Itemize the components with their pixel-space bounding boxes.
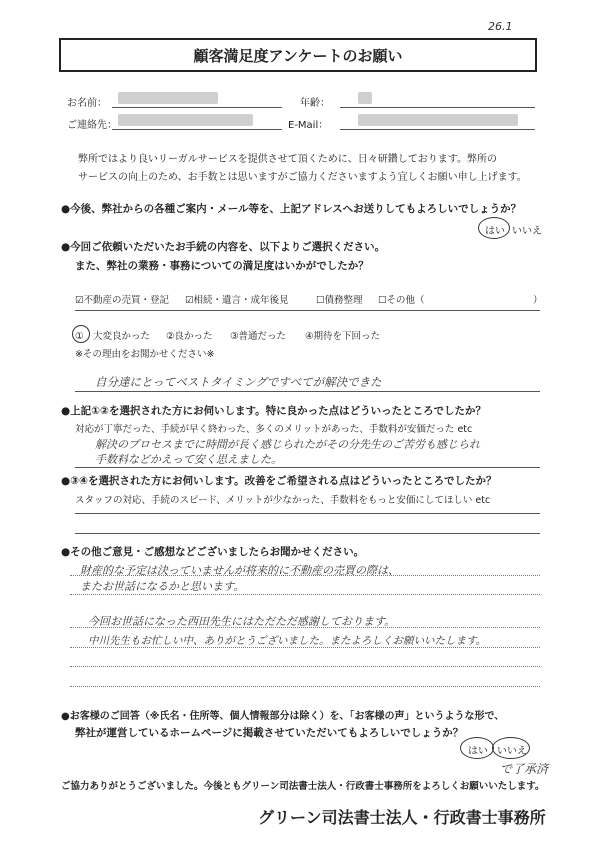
option-debt[interactable]: ☐債務整理 — [316, 295, 363, 306]
intro-line-1: 弊所ではより良いリーガルサービスを提供させて頂くために、日々研鑽しております。弊所の — [78, 154, 497, 165]
rating-very-good[interactable]: ① 大変良かった — [75, 331, 151, 342]
q6-yes[interactable]: はい — [468, 746, 488, 757]
comments-answer-4: 中川先生もお忙しい中、ありがとうございました。またよろしくお願いいたします。 — [88, 635, 487, 647]
option-real-estate[interactable]: ☑不動産の売買・登記 — [75, 295, 170, 306]
q6-no-circle — [492, 737, 530, 759]
question-email-consent: ●今後、弊社からの各種ご案内・メール等を、上記アドレスへお送りしてもよろしいでしょうか？ — [61, 203, 522, 215]
age-label: 年齢： — [300, 98, 330, 109]
footer-firm-name: グリーン司法書士法人・行政書士事務所 — [258, 808, 546, 827]
good-points-examples: 対応が丁寧だった、手続が早く終わった、多くのメリットがあった、手数料が安価だった etc — [75, 424, 473, 435]
q6-yes-circle — [460, 737, 494, 759]
option-inheritance[interactable]: ☑相続・遺言・成年後見 — [185, 295, 289, 306]
date-note: 26.1 — [488, 20, 513, 33]
question-publish-line-1: ●お客様のご回答（※氏名・住所等、個人情報部分は除く）を、「お客様の声」というような形で、 — [61, 711, 505, 722]
rating-good[interactable]: ②良かった — [166, 331, 213, 342]
intro-line-2: サービスの向上のため、お手数とは思いますがご協力くださいますよう宜しくお願い申し上げます。 — [78, 172, 527, 183]
q1-no[interactable]: いいえ — [512, 226, 542, 237]
rating-average[interactable]: ③普通だった — [230, 331, 287, 342]
q6-no[interactable]: いいえ — [497, 746, 527, 757]
q6-note: で了承済 — [500, 762, 549, 776]
question-comments: ●その他ご意見・ご感想などございましたらお聞かせください。 — [61, 546, 365, 558]
question-good-points: ●上記①②を選択された方にお伺いします。特に良かった点はどういったところでしたか？ — [61, 405, 486, 417]
question-service-line-1: ●今回ご依頼いただいたお手続の内容を、以下よりご選択ください。 — [61, 241, 386, 253]
email-label: E-Mail： — [288, 120, 329, 131]
name-redacted — [118, 92, 218, 104]
good-points-answer-2: 手数料などかえって安く思えました。 — [95, 453, 282, 466]
rating-below[interactable]: ④期待を下回った — [305, 331, 381, 342]
q1-yes[interactable]: はい — [485, 226, 505, 237]
comments-answer-1: 財産的な予定は決っていませんが将来的に不動産の売買の際は、 — [80, 564, 399, 577]
good-points-answer-1: 解決のプロセスまでに時間が長く感じられたがその分先生のご苦労も感じられ — [95, 438, 480, 451]
reason-answer: 自分達にとってベストタイミングですべてが解決できた — [95, 375, 382, 389]
age-redacted — [358, 92, 372, 104]
reason-prompt: ※その理由をお聞かせください※ — [75, 349, 215, 360]
question-improvements: ●③④を選択された方にお伺いします。改善をご希望される点はどういったところでしたか？ — [61, 475, 497, 487]
rating-very-good-circle — [72, 325, 90, 343]
contact-label: ご連絡先： — [67, 120, 117, 131]
option-other[interactable]: ☐その他（ — [378, 295, 425, 306]
comments-answer-3: 今回お世話になった西田先生にはただただ感謝しております。 — [88, 615, 396, 628]
comments-answer-2: またお世話になるかと思います。 — [80, 580, 245, 593]
option-other-close: ） — [533, 295, 543, 306]
question-publish-line-2: 弊社が運営しているホームページに掲載させていただいてもよろしいでしょうか？ — [75, 727, 464, 739]
email-redacted — [358, 114, 518, 126]
question-service-line-2: また、弊社の業務・事務についての満足度はいかがでしたか？ — [75, 260, 369, 272]
thanks-message: ご協力ありがとうございました。今後ともグリーン司法書士法人・行政書士事務所をよろしくお願いいたします。 — [61, 781, 545, 792]
q1-yes-circle — [478, 217, 510, 239]
page-title: 顧客満足度アンケートのお願い — [59, 38, 537, 72]
improvements-examples: スタッフの対応、手続のスピード、メリットが少なかった、手数料をもっと安価にしてほしい etc — [75, 495, 491, 506]
name-label: お名前： — [67, 98, 107, 109]
contact-redacted — [118, 114, 253, 126]
